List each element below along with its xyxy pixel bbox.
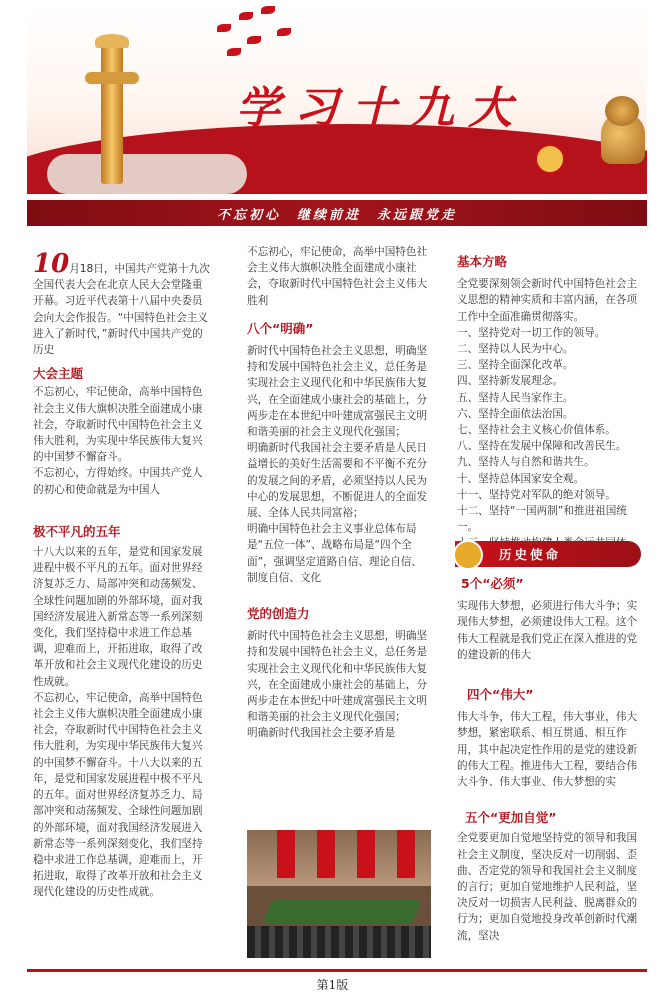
strategy-item: 八、坚持在发展中保障和改善民生。 [457,440,627,453]
section-title: 党的创造力 [247,606,310,622]
slogan-bar [27,200,647,226]
paragraph: 全党要更加自觉地坚持党的领导和我国社会主义制度，坚决反对一切削弱、歪曲、否定党的领导和我国社会主义制度的言行；更加自觉地维护人民利益，坚决反对一切损害人民利益、脱离群众的行为；更加自觉地投身改革创新时代潮流，坚决 [457,832,638,942]
stone-lion-icon [595,96,647,170]
page-title: 学习十九大 [236,83,526,134]
page-number: 第1版 [316,978,349,992]
section-title: 五个“更加自觉” [465,810,557,826]
section-title: 四个“伟大” [467,687,534,703]
strategy-list [457,325,641,552]
cloud-decoration [47,154,247,194]
strategy-item: 六、坚持全面依法治国。 [457,407,574,420]
column-middle [247,244,431,742]
section-title: 极不平凡的五年 [33,523,121,539]
paragraph: 不忘初心，牢记使命，高举中国特色社会主义伟大旗帜决胜全面建成小康社会，夺取新时代中国特色社会主义伟大胜利，为实现中华民族伟大复兴的中国梦不懈奋斗。十八大以来的五年，是党和国家发展进程中极不平凡的五年。面对世界经济复苏乏力、局部冲突和动荡频发、全球性问题加剧的外部环境，面对我国经济发展进入新常态等一系列深刻变化，我们坚持稳中求进工作总基调，迎难而上，开拓进取，取得了改革开放和社会主义现代化建设的历史性成就。 [33,691,203,899]
drop-number: 10 [33,249,70,279]
strategy-item: 二、坚持以人民为中心。 [457,343,574,356]
section-title: 基本方略 [457,254,508,269]
strategy-item: 三、坚持全面深化改革。 [457,359,574,372]
footer-divider [27,969,647,972]
strategy-item: 九、坚持人与自然和谐共生。 [457,456,595,469]
paragraph: 十八大以来的五年，是党和国家发展进程中极不平凡的五年。面对世界经济复苏乏力、局部冲突和动荡频发、全球性问题加剧的外部环境，面对我国经济发展进入新常态等一系列深刻变化，我们坚持稳中求进工作总基调，迎难而上，开拓进取，取得了改革开放和社会主义现代化建设的历史性成就。 [33,546,203,688]
section-title: 5个“必须” [461,576,524,591]
column-left [33,249,213,901]
slogan-text: 不忘初心 继续前进 永远跟党走 [216,208,457,223]
section-title: 八个“明确” [247,320,314,336]
paragraph: 明确中国特色社会主义事业总体布局是“五位一体”、战略布局是“四个全面”，强调坚定道路自信、理论自信、制度自信、文化 [247,523,422,584]
strategy-item: 七、坚持社会主义核心价值体系。 [457,424,616,437]
section-title: 大会主题 [33,366,84,382]
paragraph: 新时代中国特色社会主义思想，明确坚持和发展中国特色社会主义，总任务是实现社会主义现代化和中华民族伟大复兴，在全面建成小康社会的基础上，分两步走在本世纪中叶建成富强民主文明和谐美丽的社会主义现代化强国； [247,345,428,439]
huabiao-pillar-icon [85,34,139,184]
intro-paragraph [33,249,213,358]
paragraph: 新时代中国特色社会主义思想，明确坚持和发展中国特色社会主义，总任务是实现社会主义现代化和中华民族伟大复兴，在全面建成小康社会的基础上，分两步走在本世纪中叶建成富强民主文明和谐美丽的社会主义现代化强国； [247,630,428,724]
column-right [457,254,641,552]
paragraph: 不忘初心，牢记使命，高举中国特色社会主义伟大旗帜决胜全面建成小康社会，夺取新时代中国特色社会主义伟大胜利，为实现中华民族伟大复兴的中国梦不懈奋斗。 [33,386,203,464]
paragraph: 不忘初心，牢记使命，高举中国特色社会主义伟大旗帜决胜全面建成小康社会，夺取新时代中国特色社会主义伟大胜利 [247,246,428,307]
strategy-item: 四、坚持新发展理念。 [457,375,563,388]
column-right-lower [457,576,641,944]
history-mission-title: 历史使命 [499,547,562,562]
strategy-item: 一、坚持党对一切工作的领导。 [457,326,606,339]
meeting-photo [247,830,431,958]
doves-icon [217,6,307,66]
paragraph: 实现伟大梦想，必须进行伟大斗争；实现伟大梦想，必须建设伟大工程。这个伟大工程就是我们党正在深入推进的党的建设新的伟大 [457,600,638,661]
party-emblem-icon [535,144,565,174]
strategy-item: 十、坚持总体国家安全观。 [457,472,585,485]
intro-text: 月18日，中国共产党第十九次全国代表大会在北京人民大会堂隆重开幕。习近平代表第十八届中央委员会向大会作报告。“中国特色社会主义进入了新时代，”新时代中国共产党的历史 [33,263,210,357]
party-emblem-icon [453,540,483,570]
strategy-item: 十一、坚持党对军队的绝对领导。 [457,488,616,501]
strategy-item: 十二、坚持“一国两制”和推进祖国统一。 [457,505,627,534]
paragraph: 全党要深刻领会新时代中国特色社会主义思想的精神实质和丰富内涵，在各项工作中全面准确贯彻落实。 [457,278,638,323]
strategy-item: 五、坚持人民当家作主。 [457,391,574,404]
paragraph: 不忘初心，方得始终。中国共产党人的初心和使命就是为中国人 [33,467,203,496]
history-mission-bar [455,541,641,567]
paragraph: 伟大斗争，伟大工程，伟大事业，伟大梦想，紧密联系、相互贯通、相互作用，其中起决定性作用的是党的建设新的伟大工程。推进伟大工程，要结合伟大斗争、伟大事业、伟大梦想的实 [457,711,638,789]
paragraph: 明确新时代我国社会主要矛盾是人民日益增长的美好生活需要和不平衡不充分的发展之间的矛盾，必须坚持以人民为中心的发展思想，不断促进人的全面发展、全体人民共同富裕； [247,442,428,520]
paragraph: 明确新时代我国社会主要矛盾是 [247,727,396,740]
